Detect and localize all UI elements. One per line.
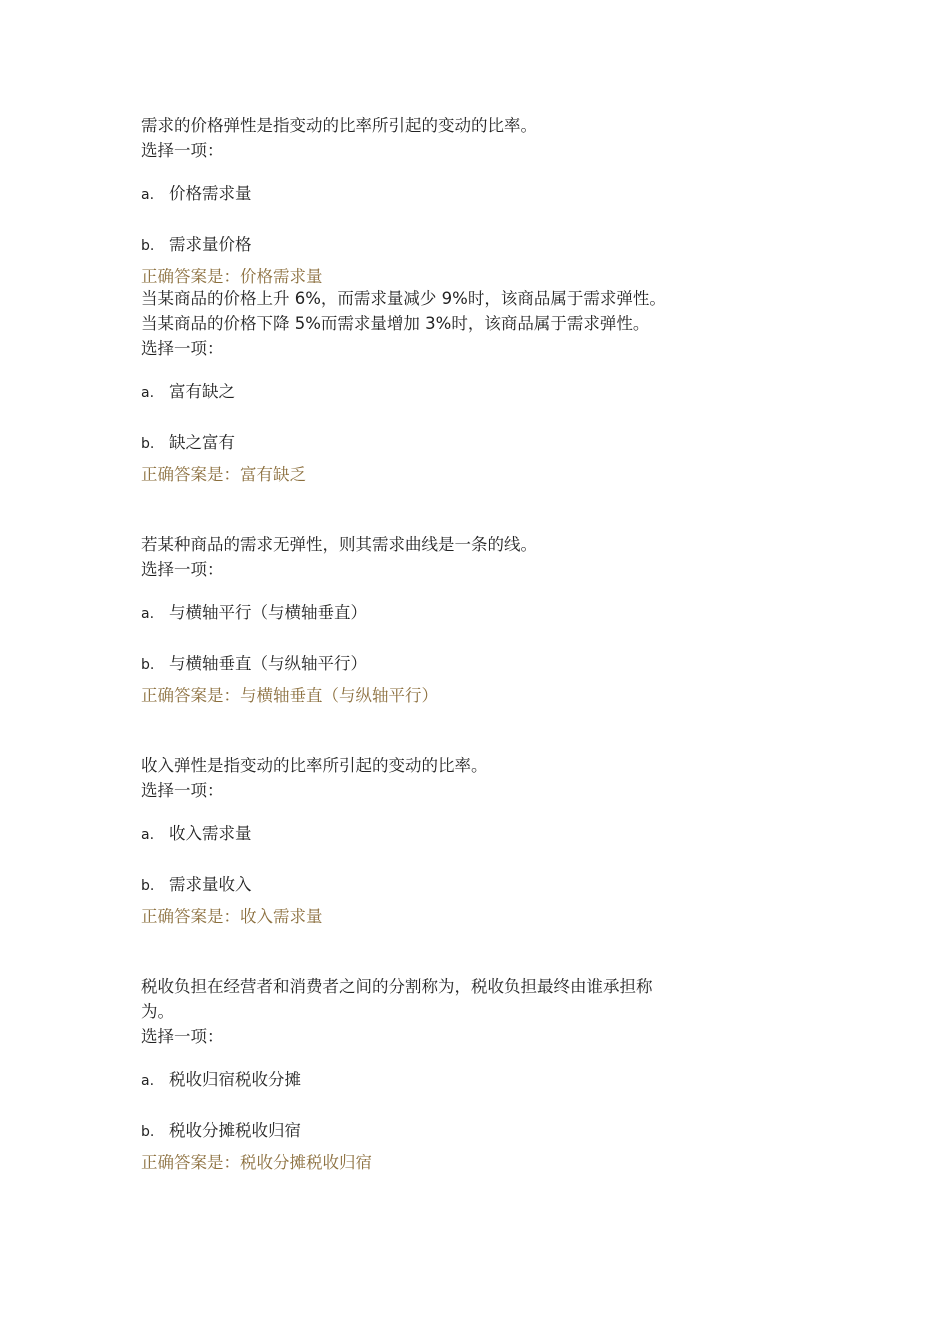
option-b[interactable] [141, 1118, 701, 1145]
choose-one-label: 选择一项： [141, 560, 224, 579]
option-a[interactable] [141, 379, 701, 406]
option-letter: b. [141, 238, 155, 254]
option-text: 收入需求量 [169, 824, 252, 843]
choose-one-label: 选择一项： [141, 141, 224, 160]
answer-prefix: 正确答案是： [141, 686, 240, 705]
option-letter: b. [141, 878, 155, 894]
correct-answer [141, 462, 701, 487]
answer-value: 价格需求量 [240, 267, 323, 286]
answer-prefix: 正确答案是： [141, 465, 240, 484]
question-stem: 收入弹性是指变动的比率所引起的变动的比率。 [141, 756, 488, 775]
choose-one-label: 选择一项： [141, 1027, 224, 1046]
question-1 [141, 113, 701, 289]
option-a[interactable] [141, 1067, 701, 1094]
option-letter: b. [141, 1124, 155, 1140]
answer-value: 税收分摊税收归宿 [240, 1153, 372, 1172]
option-b[interactable] [141, 651, 701, 678]
option-letter: a. [141, 606, 155, 622]
choose-one-label: 选择一项： [141, 339, 224, 358]
option-text: 缺之富有 [169, 433, 235, 452]
option-text: 需求量价格 [169, 235, 252, 254]
option-text: 税收归宿税收分摊 [169, 1070, 301, 1089]
option-a[interactable] [141, 600, 701, 627]
option-letter: a. [141, 827, 155, 843]
question-3 [141, 532, 701, 708]
option-b[interactable] [141, 430, 701, 457]
correct-answer [141, 683, 701, 708]
answer-value: 收入需求量 [240, 907, 323, 926]
option-text: 与横轴垂直（与纵轴平行） [169, 654, 367, 673]
question-2 [141, 286, 701, 487]
option-text: 与横轴平行（与横轴垂直） [169, 603, 367, 622]
answer-prefix: 正确答案是： [141, 267, 240, 286]
answer-prefix: 正确答案是： [141, 1153, 240, 1172]
option-text: 价格需求量 [169, 184, 252, 203]
correct-answer [141, 904, 701, 929]
question-5 [141, 974, 701, 1175]
option-letter: a. [141, 1073, 155, 1089]
option-letter: a. [141, 187, 155, 203]
option-b[interactable] [141, 872, 701, 899]
option-letter: b. [141, 657, 155, 673]
option-text: 富有缺之 [169, 382, 235, 401]
question-stem: 当某商品的价格上升 6%，而需求量减少 9%时，该商品属于需求弹性。 [141, 289, 666, 308]
option-letter: b. [141, 436, 155, 452]
option-a[interactable] [141, 821, 701, 848]
question-stem: 若某种商品的需求无弹性，则其需求曲线是一条的线。 [141, 535, 537, 554]
option-text: 需求量收入 [169, 875, 252, 894]
option-text: 税收分摊税收归宿 [169, 1121, 301, 1140]
answer-value: 富有缺乏 [240, 465, 306, 484]
question-4 [141, 753, 701, 929]
option-a[interactable] [141, 181, 701, 208]
question-stem: 需求的价格弹性是指变动的比率所引起的变动的比率。 [141, 116, 537, 135]
option-letter: a. [141, 385, 155, 401]
answer-prefix: 正确答案是： [141, 907, 240, 926]
option-b[interactable] [141, 232, 701, 259]
correct-answer [141, 1150, 701, 1175]
question-stem: 税收负担在经营者和消费者之间的分割称为，税收负担最终由谁承担称为。 [141, 977, 653, 1021]
answer-value: 与横轴垂直（与纵轴平行） [240, 686, 438, 705]
choose-one-label: 选择一项： [141, 781, 224, 800]
question-stem: 当某商品的价格下降 5%而需求量增加 3%时，该商品属于需求弹性。 [141, 314, 650, 333]
